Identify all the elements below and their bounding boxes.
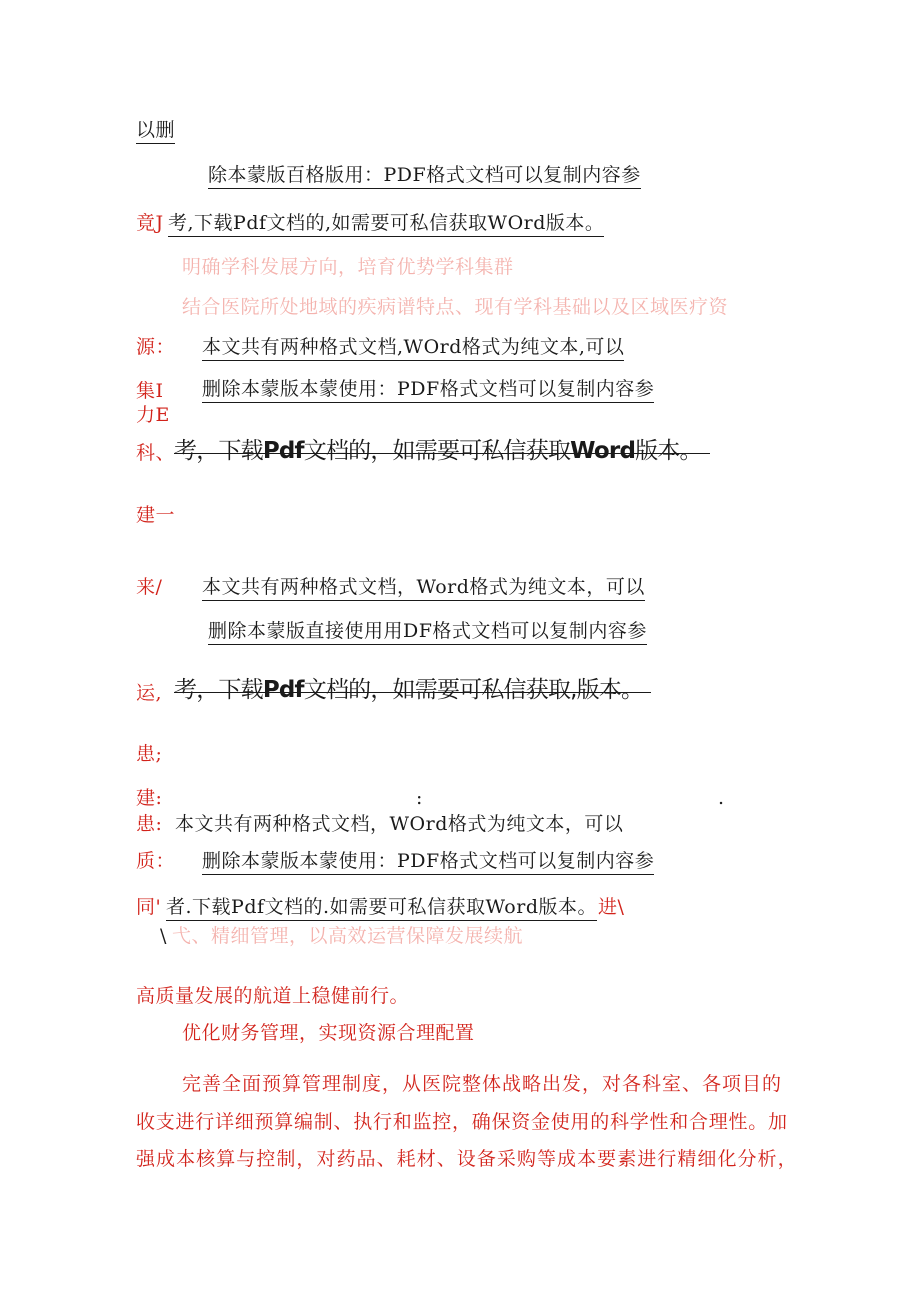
prefix-line-3: 竟J: [136, 212, 164, 234]
prefix-line-7: 集I: [136, 380, 164, 402]
overlay-line-7: 删除本蒙版本蒙使用：PDF格式文档可以复制内容参: [202, 380, 654, 403]
prefix-line-18: 同': [136, 896, 162, 918]
prefix-line-6: 源：: [136, 336, 176, 358]
strike-line-9: [174, 440, 702, 463]
prefix-line-14: 患;: [136, 743, 163, 765]
overlay-line-1: 以删: [136, 121, 175, 144]
prefix-line-16: 患:: [136, 813, 163, 835]
overlay-line-18: 者.下载Pdf文档的.如需要可私信获取Word版本。: [166, 898, 597, 921]
overlay-line-12: 删除本蒙版直接使用用DF格式文档可以复制内容参: [208, 622, 647, 645]
body-line-23: 收支进行详细预算编制、执行和监控，确保资金使用的科学性和合理性。加: [136, 1111, 788, 1133]
faded-line-19: 弋、精细管理，以高效运营保障发展续航: [172, 925, 524, 947]
prefix-line-13: 运,: [136, 682, 163, 704]
prefix-line-9: 科、: [136, 442, 176, 464]
overlay-line-17: 删除本蒙版本蒙使用：PDF格式文档可以复制内容参: [202, 852, 654, 875]
prefix-line-8: 力E: [136, 404, 170, 426]
prefix-line-17: 质：: [136, 850, 176, 872]
overlay-line-11: 本文共有两种格式文档，Word格式为纯文本，可以: [202, 578, 645, 601]
prefix-line-15: 建:: [136, 787, 163, 809]
body-line-22: 完善全面预算管理制度，从医院整体战略出发，对各科室、各项目的: [182, 1073, 783, 1095]
body-line-24: 强成本核算与控制，对药品、耗材、设备采购等成本要素进行精细化分析，: [136, 1148, 798, 1170]
stray-dot: .: [718, 787, 725, 809]
overlay-line-6: 本文共有两种格式文档,WOrd格式为纯文本,可以: [202, 338, 624, 361]
overlay-line-2: 除本蒙版百格版用：PDF格式文档可以复制内容参: [208, 166, 641, 189]
prefix-line-19: \: [160, 925, 167, 947]
prefix-line-10: 建一: [136, 504, 176, 526]
prefix-line-11: 来/: [136, 576, 163, 598]
suffix-line-18: 进\: [598, 896, 625, 918]
overlay-line-16: 本文共有两种格式文档，WOrd格式为纯文本，可以: [175, 813, 624, 835]
stray-colon: :: [416, 787, 423, 809]
strike-line-9-text: 考，下载Pdf文档的，如需要可私信获取Word版本。: [174, 438, 702, 464]
strike-line-13: [174, 679, 643, 702]
section-heading: 优化财务管理，实现资源合理配置: [182, 1022, 475, 1044]
overlay-line-3: 考,下载Pdf文档的,如需要可私信获取WOrd版本。: [168, 214, 604, 237]
faded-paragraph: 结合医院所处地域的疾病谱特点、现有学科基础以及区域医疗资: [182, 296, 729, 318]
body-line-20: 高质量发展的航道上稳健前行。: [136, 985, 410, 1007]
faded-heading: 明确学科发展方向，培育优势学科集群: [182, 256, 514, 278]
strike-line-13-text: 考，下载Pdf文档的，如需要可私信获取,版本。: [174, 677, 644, 703]
